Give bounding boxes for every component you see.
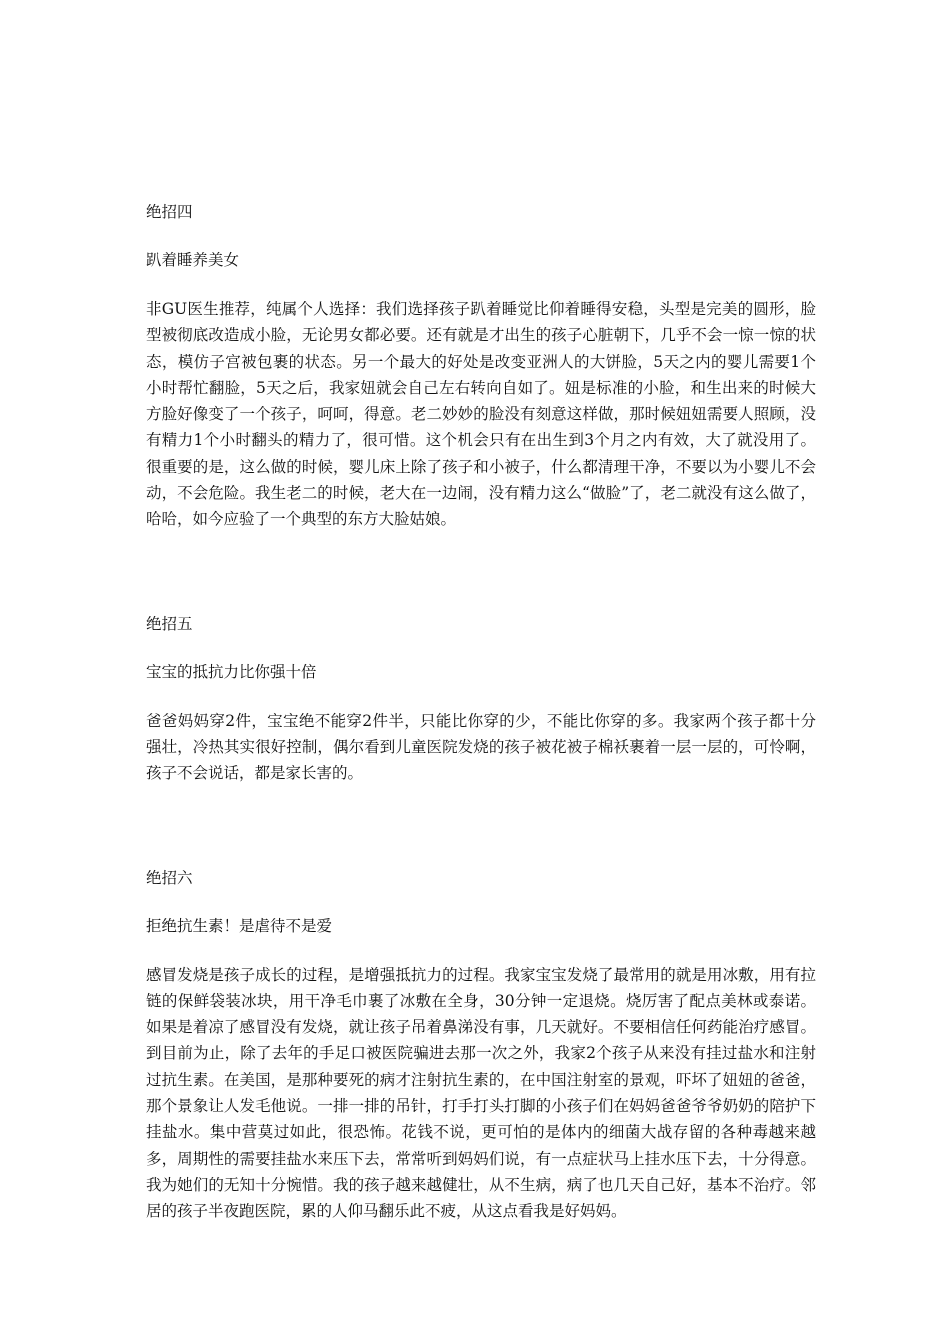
- section-tip-6: [146, 866, 816, 1225]
- section-body: 爸爸妈妈穿2件，宝宝绝不能穿2件半，只能比你穿的少，不能比你穿的多。我家两个孩子都十分强壮，冷热其实很好控制，偶尔看到儿童医院发烧的孩子被花被子棉袄裹着一层一层的，可怜啊，孩子不会说话，都是家长害的。: [146, 711, 816, 783]
- section-heading: 绝招五: [146, 614, 193, 633]
- section-spacer: [146, 533, 816, 612]
- section-tip-5: [146, 612, 816, 787]
- section-subtitle: 趴着睡养美女: [146, 251, 240, 269]
- section-body: 感冒发烧是孩子成长的过程，是增强抵抗力的过程。我家宝宝发烧了最常用的就是用冰敷，用有拉链的保鲜袋装冰块，用干净毛巾裹了冰敷在全身，30分钟一定退烧。烧厉害了配点美林或泰诺。如果是着凉了感冒没有发烧，就让孩子吊着鼻涕没有事，几天就好。不要相信任何药能治疗感冒。到目前为止，除了去年的手足口被医院骗进去那一次之外，我家2个孩子从来没有挂过盐水和注射过抗生素。在美国，是那种要死的病才注射抗生素的，在中国注射室的景观，吓坏了妞妞的爸爸，那个景象让人发毛他说。一排一排的吊针，打手打头打脚的小孩子们在妈妈爸爸爷爷奶奶的陪护下挂盐水。集中营莫过如此，很恐怖。花钱不说，更可怕的是体内的细菌大战存留的各种毒越来越多，周期性的需要挂盐水来压下去，常常听到妈妈们说，有一点症状马上挂水压下去，十分得意。我为她们的无知十分惋惜。我的孩子越来越健壮，从不生病，病了也几天自己好，基本不治疗。邻居的孩子半夜跑医院，累的人仰马翻乐此不疲，从这点看我是好妈妈。: [146, 965, 816, 1221]
- section-subtitle: 拒绝抗生素！是虐待不是爱: [146, 916, 333, 935]
- section-heading: 绝招四: [146, 203, 193, 221]
- section-subtitle: 宝宝的抵抗力比你强十倍: [146, 662, 317, 681]
- section-heading: 绝招六: [146, 868, 193, 887]
- section-spacer: [146, 787, 816, 866]
- section-body: 非GU医生推荐，纯属个人选择：我们选择孩子趴着睡觉比仰着睡得安稳，头型是完美的圆形，脸型被彻底改造成小脸，无论男女都必要。还有就是才出生的孩子心脏朝下，几乎不会一惊一惊的状态，模仿子宫被包裹的状态。另一个最大的好处是改变亚洲人的大饼脸，5天之内的婴儿需要1个小时帮忙翻脸，5天之后，我家妞就会自己左右转向自如了。妞是标准的小脸，和生出来的时候大方脸好像变了一个孩子，呵呵，得意。老二妙妙的脸没有刻意这样做，那时候妞妞需要人照顾，没有精力1个小时翻头的精力了，很可惜。这个机会只有在出生到3个月之内有效，大了就没用了。很重要的是，这么做的时候，婴儿床上除了孩子和小被子，什么都清理干净，不要以为小婴儿不会动，不会危险。我生老二的时候，老大在一边闹，没有精力这么“做脸”了，老二就没有这么做了，哈哈，如今应验了一个典型的东方大脸姑娘。: [146, 300, 816, 529]
- document-page: [146, 200, 816, 1225]
- section-tip-4: [146, 200, 816, 533]
